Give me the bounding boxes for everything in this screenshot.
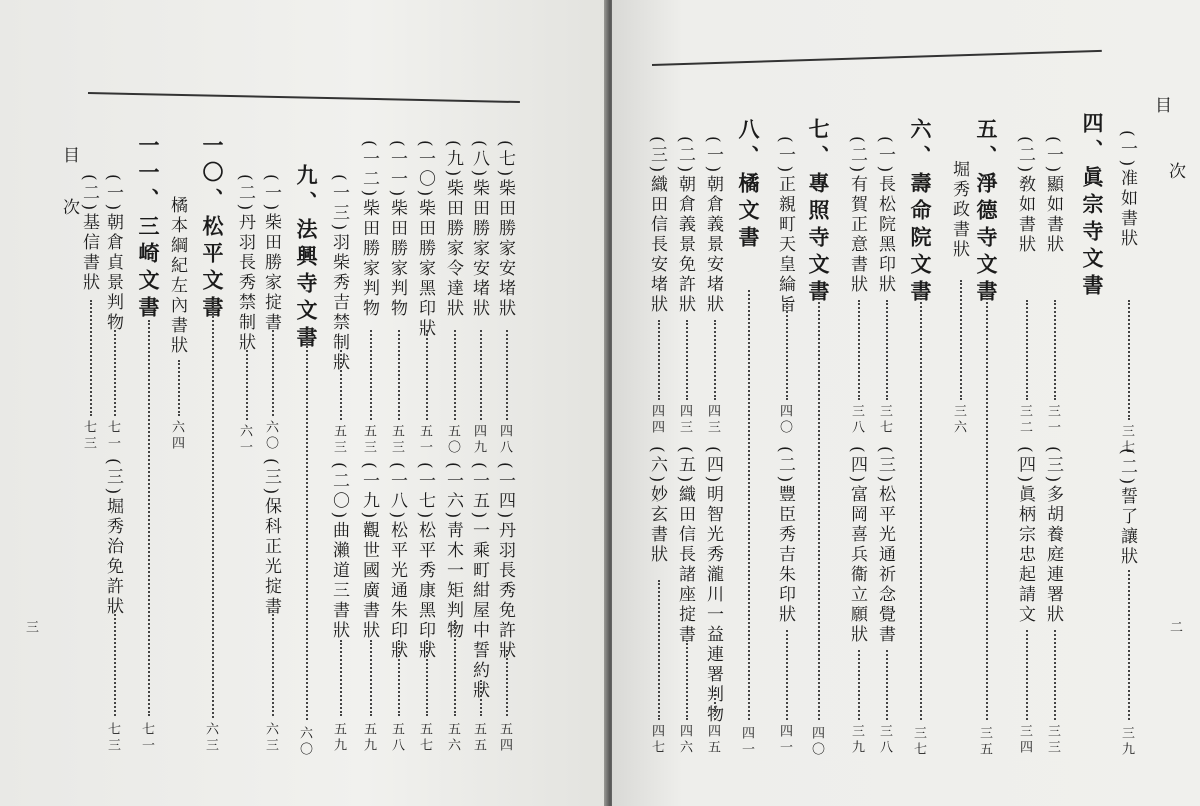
toc-entry-title: (二〇)曲瀨道三書狀 [329, 462, 349, 642]
leader-dots [398, 330, 400, 420]
toc-entry-page: 七一 [105, 420, 120, 452]
toc-entry-page: 四四 [649, 404, 664, 436]
toc-entry-page: 四八 [497, 424, 512, 456]
leader-dots [306, 330, 308, 720]
leader-dots [272, 330, 274, 416]
toc-entry-page: 四七 [649, 724, 664, 756]
toc-entry-title: (一一)柴田勝家判物 [387, 140, 407, 320]
leader-dots [340, 350, 342, 420]
toc-entry-title: 堀秀政書狀 [949, 160, 969, 260]
toc-entry-title: (一)柴田勝家掟書 [261, 174, 281, 334]
toc-entry-page: 五五 [471, 722, 486, 754]
toc-entry-page: 六〇 [263, 420, 278, 452]
toc-entry-title: (三)保科正光掟書 [261, 458, 281, 618]
toc-entry-title: (四)明智光秀瀧川一益連署判物 [703, 446, 723, 726]
leader-dots [818, 290, 820, 720]
header-mokuji: 目 [59, 146, 79, 166]
toc-entry-title: 橘本綱紀左內書狀 [167, 196, 187, 356]
section-heading: 四、眞宗寺文書 [1080, 112, 1105, 301]
toc-entry-page: 五九 [361, 722, 376, 754]
leader-dots [178, 360, 180, 416]
toc-entry-page: 六四 [169, 420, 184, 452]
leader-dots [246, 350, 248, 420]
leader-dots [714, 320, 716, 400]
toc-entry-page: 六三 [203, 722, 218, 754]
toc-entry-title: (一)正親町天皇綸旨 [775, 136, 795, 316]
leader-dots [426, 640, 428, 716]
toc-entry-title: (三)多胡養庭連署狀 [1043, 446, 1063, 626]
section-heading: 一一、三崎文書 [136, 134, 161, 323]
leader-dots [370, 640, 372, 716]
leader-dots [748, 290, 750, 720]
section-heading: 五、淨德寺文書 [974, 118, 999, 307]
toc-entry-page: 三六 [951, 404, 966, 436]
toc-entry-page: 四五 [705, 724, 720, 756]
leader-dots [686, 320, 688, 400]
leader-dots [1128, 300, 1130, 420]
toc-entry-page: 六三 [263, 722, 278, 754]
toc-entry-title: (四)眞柄宗忠起請文 [1015, 446, 1035, 626]
toc-entry-title: (一八)松平光通朱印狀 [387, 462, 407, 662]
toc-entry-page: 五六 [445, 722, 460, 754]
toc-entry-title: (一〇)柴田勝家黑印狀 [415, 140, 435, 340]
section-heading: 九、法興寺文書 [294, 164, 319, 353]
toc-entry-title: (一)長松院黑印狀 [875, 136, 895, 296]
leader-dots [658, 320, 660, 400]
leader-dots [858, 300, 860, 400]
toc-entry-title: (一六)靑木一矩判物 [443, 462, 463, 642]
toc-entry-title: (三)織田信長安堵狀 [647, 136, 667, 316]
toc-entry-page: 五三 [331, 424, 346, 456]
leader-dots [786, 300, 788, 400]
toc-entry-title: (四)富岡喜兵衞立願狀 [847, 446, 867, 646]
toc-entry-title: (一)朝倉義景安堵狀 [703, 136, 723, 316]
toc-entry-title: (七)柴田勝家安堵狀 [495, 140, 515, 320]
toc-entry-page: 三七 [1119, 424, 1134, 456]
leader-dots [398, 640, 400, 716]
toc-entry-page: 七一 [139, 722, 154, 754]
toc-entry-title: (五)織田信長諸座掟書 [675, 446, 695, 646]
toc-entry-page: 四一 [777, 724, 792, 756]
leader-dots [1026, 300, 1028, 400]
toc-entry-page: 三七 [911, 726, 926, 758]
toc-entry-page: 六一 [237, 424, 252, 456]
leader-dots [480, 680, 482, 716]
header-tsugi: 次 [1165, 162, 1185, 182]
section-heading: 七、專照寺文書 [806, 118, 831, 307]
toc-entry-title: (一)准如書狀 [1117, 130, 1137, 250]
leader-dots [114, 330, 116, 416]
toc-entry-page: 五〇 [445, 424, 460, 456]
leader-dots [1128, 570, 1130, 720]
toc-entry-page: 五九 [331, 722, 346, 754]
toc-entry-title: (二)丹羽長秀禁制狀 [235, 174, 255, 354]
toc-entry-page: 四九 [471, 424, 486, 456]
toc-entry-page: 三二 [1017, 404, 1032, 436]
leader-dots [714, 690, 716, 720]
section-heading: 一〇、松平文書 [200, 134, 225, 323]
top-rule [88, 92, 520, 103]
leader-dots [454, 620, 456, 716]
section-heading: 六、壽命院文書 [908, 118, 933, 307]
leader-dots [886, 650, 888, 720]
leader-dots [426, 330, 428, 420]
toc-entry-title: (一三)羽柴秀吉禁制狀 [329, 174, 349, 374]
leader-dots [114, 610, 116, 716]
leader-dots [1026, 630, 1028, 720]
toc-entry-title: (一七)松平秀康黑印狀 [415, 462, 435, 662]
leader-dots [920, 290, 922, 720]
toc-entry-page: 四三 [705, 404, 720, 436]
leader-dots [90, 300, 92, 416]
toc-entry-title: (六)妙玄書狀 [647, 446, 667, 566]
leader-dots [506, 650, 508, 716]
leader-dots [340, 640, 342, 716]
toc-entry-page: 三三 [1045, 724, 1060, 756]
toc-entry-page: 七三 [105, 722, 120, 754]
toc-entry-page: 五三 [389, 424, 404, 456]
toc-entry-title: (一)顯如書狀 [1043, 136, 1063, 256]
leader-dots [272, 610, 274, 716]
toc-entry-page: 五四 [497, 722, 512, 754]
right-page [612, 0, 1200, 806]
toc-entry-title: (二)豐臣秀吉朱印狀 [775, 446, 795, 626]
toc-entry-page: 五一 [417, 424, 432, 456]
leader-dots [658, 580, 660, 720]
section-heading: 八、橘文書 [736, 118, 761, 253]
toc-entry-title: (三)松平光通祈念覺書 [875, 446, 895, 646]
toc-entry-title: (二)有賀正意書狀 [847, 136, 867, 296]
toc-entry-page: 五七 [417, 722, 432, 754]
leader-dots [212, 300, 214, 718]
toc-entry-title: (一四)丹羽長秀免許狀 [495, 462, 515, 662]
leader-dots [454, 330, 456, 420]
toc-entry-title: (八)柴田勝家安堵狀 [469, 140, 489, 320]
toc-entry-page: 三五 [977, 726, 992, 758]
leader-dots [1054, 630, 1056, 720]
header-tsugi: 次 [59, 198, 79, 218]
toc-entry-title: (二)朝倉義景免許狀 [675, 136, 695, 316]
toc-entry-title: (一)朝倉貞景判物 [103, 174, 123, 334]
toc-entry-page: 三八 [877, 724, 892, 756]
leader-dots [370, 330, 372, 420]
top-rule [652, 50, 1102, 66]
toc-entry-page: 五八 [389, 722, 404, 754]
toc-entry-page: 六〇 [297, 726, 312, 758]
toc-entry-page: 四六 [677, 724, 692, 756]
page-number: 二 [1167, 620, 1182, 636]
toc-entry-page: 四〇 [777, 404, 792, 436]
toc-entry-title: (三)堀秀治免許狀 [103, 458, 123, 618]
toc-entry-title: (二)誓了讓狀 [1117, 448, 1137, 568]
leader-dots [506, 330, 508, 420]
toc-entry-title: (一九)觀世國廣書狀 [359, 462, 379, 642]
toc-entry-title: (二)敎如書狀 [1015, 136, 1035, 256]
leader-dots [686, 640, 688, 720]
leader-dots [148, 320, 150, 716]
toc-entry-title: (九)柴田勝家令達狀 [443, 140, 463, 320]
header-mokuji: 目 [1151, 96, 1171, 116]
leader-dots [858, 650, 860, 720]
toc-entry-page: 七三 [81, 420, 96, 452]
toc-entry-page: 三九 [1119, 726, 1134, 758]
toc-entry-title: (一五)一乘町紺屋中誓約狀 [469, 462, 489, 702]
leader-dots [1054, 300, 1056, 400]
leader-dots [960, 280, 962, 400]
toc-entry-page: 三九 [849, 724, 864, 756]
leader-dots [886, 300, 888, 400]
toc-entry-page: 三四 [1017, 724, 1032, 756]
toc-entry-page: 三七 [877, 404, 892, 436]
toc-entry-page: 四〇 [809, 726, 824, 758]
leader-dots [480, 330, 482, 420]
leader-dots [786, 630, 788, 720]
toc-entry-page: 四三 [677, 404, 692, 436]
toc-entry-page: 三一 [1045, 404, 1060, 436]
page-number: 三 [23, 620, 38, 636]
toc-entry-title: (二)基信書狀 [79, 174, 99, 294]
toc-entry-page: 四一 [739, 726, 754, 758]
leader-dots [986, 290, 988, 720]
toc-entry-page: 三八 [849, 404, 864, 436]
toc-entry-title: (一二)柴田勝家判物 [359, 140, 379, 320]
toc-entry-page: 五三 [361, 424, 376, 456]
